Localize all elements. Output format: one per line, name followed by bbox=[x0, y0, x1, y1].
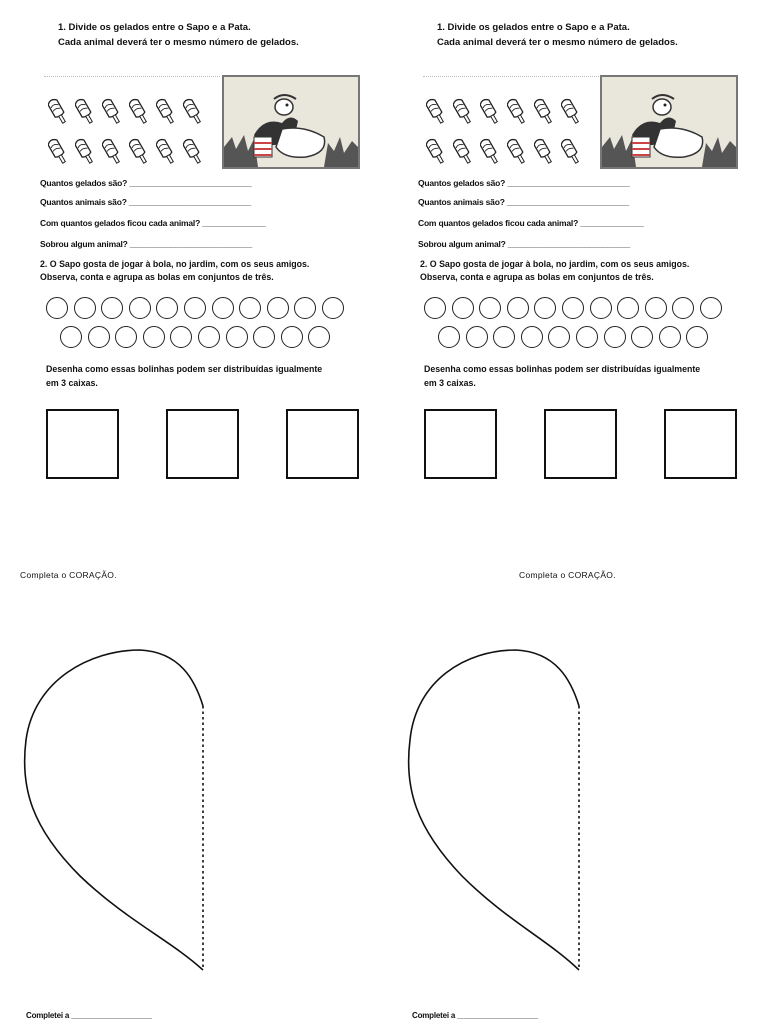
question-how-many-animals: Quantos animais são? ___________________________ bbox=[418, 197, 630, 207]
exercise1-title: 1. Divide os gelados entre o Sapo e a Pata. bbox=[437, 22, 630, 33]
ball-circle bbox=[198, 326, 220, 348]
ball-circle bbox=[308, 326, 330, 348]
ball-circle bbox=[143, 326, 165, 348]
faint-rule bbox=[44, 76, 220, 77]
question-how-many-animals: Quantos animais são? ___________________________ bbox=[40, 197, 252, 207]
ice-cream-icon bbox=[183, 137, 203, 172]
ball-circle bbox=[88, 326, 110, 348]
ice-cream-icon bbox=[48, 97, 68, 132]
ball-circle bbox=[156, 297, 178, 319]
half-heart-drawing[interactable] bbox=[20, 640, 210, 975]
ball-circle bbox=[101, 297, 123, 319]
ball-circle bbox=[521, 326, 543, 348]
question-leftover: Sobrou algum animal? ___________________________ bbox=[418, 239, 631, 249]
ice-cream-icon bbox=[426, 137, 446, 172]
ice-cream-icon bbox=[48, 137, 68, 172]
heart-title: Completa o CORAÇÃO. bbox=[20, 570, 117, 580]
answer-box-2[interactable] bbox=[544, 409, 617, 479]
ball-circle bbox=[645, 297, 667, 319]
ice-cream-icon bbox=[534, 97, 554, 132]
ice-cream-icon bbox=[75, 137, 95, 172]
heart-footer: Completei a ___________________ bbox=[412, 1011, 538, 1020]
ice-cream-icon bbox=[507, 137, 527, 172]
answer-box-2[interactable] bbox=[166, 409, 239, 479]
frog-and-duck-illustration bbox=[222, 75, 360, 169]
heart-footer: Completei a ___________________ bbox=[26, 1011, 152, 1020]
ball-circle bbox=[617, 297, 639, 319]
ball-circle bbox=[548, 326, 570, 348]
ball-circle bbox=[170, 326, 192, 348]
ice-cream-icon bbox=[129, 97, 149, 132]
worksheet-right bbox=[384, 0, 768, 1024]
question-each-animal: Com quantos gelados ficou cada animal? ______________ bbox=[40, 218, 266, 228]
exercise2-instruction-cont: em 3 caixas. bbox=[46, 378, 98, 388]
half-heart-drawing[interactable] bbox=[404, 640, 594, 975]
ball-circle bbox=[129, 297, 151, 319]
ice-cream-icon bbox=[453, 97, 473, 132]
ice-cream-icon bbox=[453, 137, 473, 172]
question-how-many-ice-creams: Quantos gelados são? ___________________________ bbox=[418, 178, 630, 188]
ball-circle bbox=[452, 297, 474, 319]
ball-circle bbox=[534, 297, 556, 319]
ball-circle bbox=[46, 297, 68, 319]
ball-circle bbox=[281, 326, 303, 348]
ball-circle bbox=[604, 326, 626, 348]
ice-cream-icon bbox=[426, 97, 446, 132]
question-leftover: Sobrou algum animal? ___________________________ bbox=[40, 239, 253, 249]
ball-circle bbox=[74, 297, 96, 319]
exercise2-title: 2. O Sapo gosta de jogar à bola, no jardim, com os seus amigos. bbox=[420, 259, 690, 269]
heart-title: Completa o CORAÇÃO. bbox=[519, 570, 616, 580]
ice-cream-icon bbox=[561, 137, 581, 172]
ball-circle bbox=[239, 297, 261, 319]
ice-cream-icon bbox=[507, 97, 527, 132]
exercise2-title: 2. O Sapo gosta de jogar à bola, no jardim, com os seus amigos. bbox=[40, 259, 310, 269]
ice-cream-icon bbox=[183, 97, 203, 132]
exercise1-subtitle: Cada animal deverá ter o mesmo número de gelados. bbox=[437, 37, 678, 48]
ball-circle bbox=[424, 297, 446, 319]
ball-circle bbox=[267, 297, 289, 319]
answer-box-3[interactable] bbox=[664, 409, 737, 479]
ball-circle bbox=[466, 326, 488, 348]
ball-circle bbox=[226, 326, 248, 348]
ball-circle bbox=[322, 297, 344, 319]
ball-circle bbox=[590, 297, 612, 319]
ball-circle bbox=[493, 326, 515, 348]
ice-cream-icon bbox=[534, 137, 554, 172]
exercise2-subtitle: Observa, conta e agrupa as bolas em conjuntos de três. bbox=[420, 272, 654, 282]
ball-circle bbox=[686, 326, 708, 348]
ball-circle bbox=[253, 326, 275, 348]
ice-cream-icon bbox=[129, 137, 149, 172]
ball-circle bbox=[700, 297, 722, 319]
answer-box-3[interactable] bbox=[286, 409, 359, 479]
ball-circle bbox=[184, 297, 206, 319]
ball-circle bbox=[438, 326, 460, 348]
ice-cream-icon bbox=[561, 97, 581, 132]
ice-cream-icon bbox=[480, 137, 500, 172]
exercise1-subtitle: Cada animal deverá ter o mesmo número de gelados. bbox=[58, 37, 299, 48]
ice-cream-icon bbox=[156, 137, 176, 172]
ball-circle bbox=[115, 326, 137, 348]
ice-cream-icon bbox=[480, 97, 500, 132]
faint-rule bbox=[423, 76, 599, 77]
ice-cream-icon bbox=[102, 137, 122, 172]
ball-circle bbox=[507, 297, 529, 319]
ice-cream-icon bbox=[156, 97, 176, 132]
answer-box-1[interactable] bbox=[46, 409, 119, 479]
ball-circle bbox=[60, 326, 82, 348]
ball-circle bbox=[212, 297, 234, 319]
exercise1-title: 1. Divide os gelados entre o Sapo e a Pata. bbox=[58, 22, 251, 33]
question-how-many-ice-creams: Quantos gelados são? ___________________________ bbox=[40, 178, 252, 188]
exercise2-instruction-cont: em 3 caixas. bbox=[424, 378, 476, 388]
exercise2-subtitle: Observa, conta e agrupa as bolas em conjuntos de três. bbox=[40, 272, 274, 282]
ball-circle bbox=[562, 297, 584, 319]
ball-circle bbox=[294, 297, 316, 319]
exercise2-instruction: Desenha como essas bolinhas podem ser distribuídas igualmente bbox=[46, 364, 323, 374]
frog-and-duck-illustration bbox=[600, 75, 738, 169]
ice-cream-icon bbox=[75, 97, 95, 132]
exercise2-instruction: Desenha como essas bolinhas podem ser distribuídas igualmente bbox=[424, 364, 701, 374]
ball-circle bbox=[576, 326, 598, 348]
answer-box-1[interactable] bbox=[424, 409, 497, 479]
ball-circle bbox=[659, 326, 681, 348]
ball-circle bbox=[479, 297, 501, 319]
ball-circle bbox=[672, 297, 694, 319]
ice-cream-icon bbox=[102, 97, 122, 132]
ball-circle bbox=[631, 326, 653, 348]
question-each-animal: Com quantos gelados ficou cada animal? ______________ bbox=[418, 218, 644, 228]
